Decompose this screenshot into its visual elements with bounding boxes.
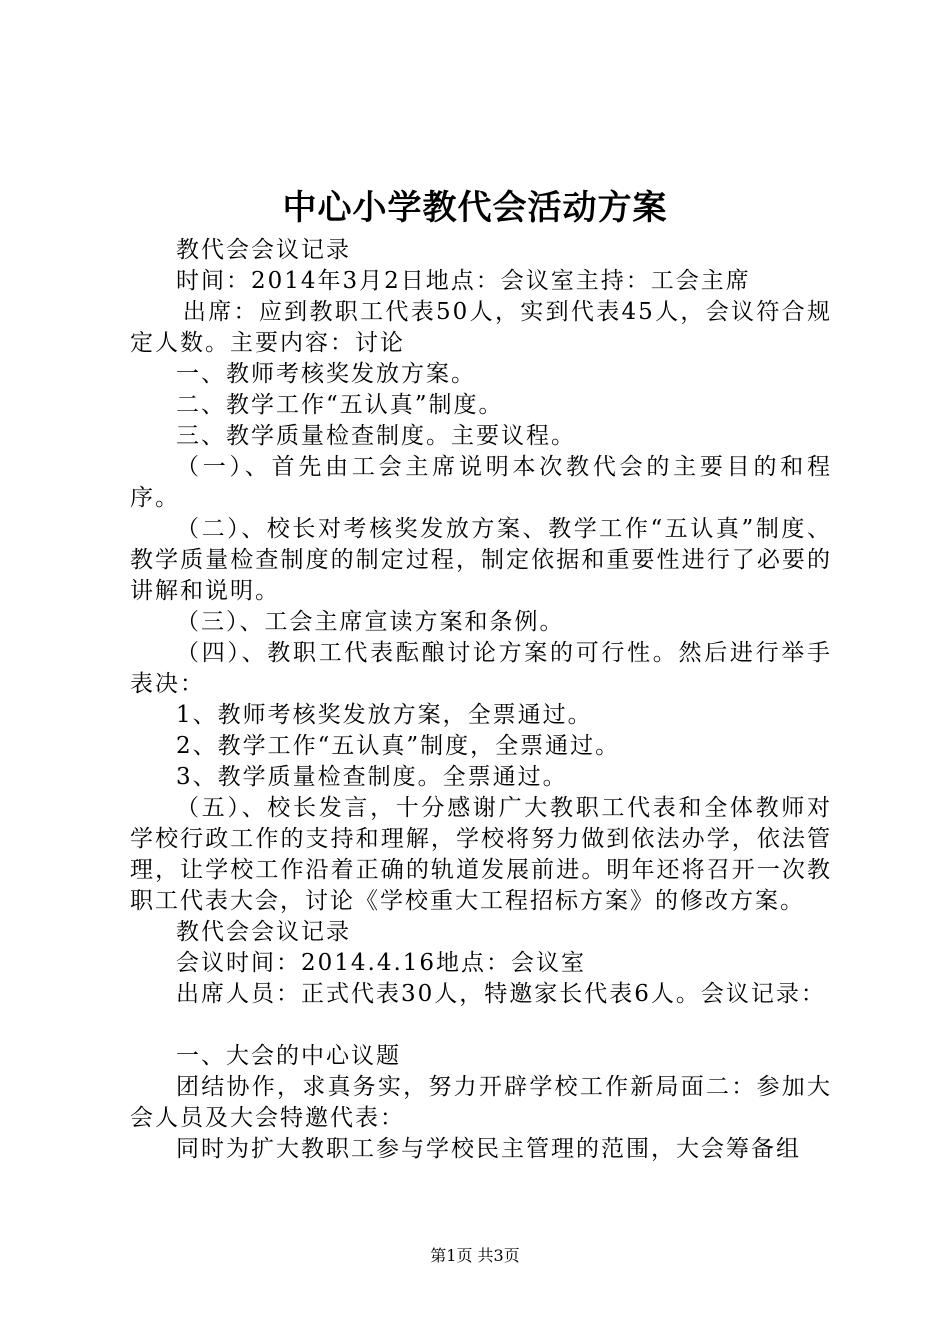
page-footer: 第1页 共3页 — [430, 1246, 520, 1265]
paragraph: 三、教学质量检查制度。主要议程。 — [176, 423, 576, 449]
document-body — [130, 235, 832, 1165]
paragraph: （五）、校长发言，十分感谢广大教职工代表和全体教师对学校行政工作的支持和理解，学校将努力做到依法办学，依法管理，让学校工作沿着正确的轨道发展前进。明年还将召开一次教职工代表大会，讨论《学校重大工程招标方案》的修改方案。 — [130, 795, 832, 914]
paragraph: （一）、首先由工会主席说明本次教代会的主要目的和程序。 — [130, 454, 832, 511]
paragraph: 同时为扩大教职工参与学校民主管理的范围，大会筹备组 — [176, 1136, 801, 1162]
paragraph: 一、大会的中心议题 — [176, 1043, 401, 1069]
paragraph: 时间：2014年3月2日地点：会议室主持：工会主席 — [176, 268, 751, 294]
document-title: 中心小学教代会活动方案 — [282, 188, 668, 228]
paragraph: 2、教学工作“五认真”制度，全票通过。 — [176, 733, 621, 759]
blank-line — [130, 1010, 832, 1041]
paragraph: 教代会会议记录 — [176, 919, 351, 945]
paragraph: （四）、教职工代表酝酿讨论方案的可行性。然后进行举手表决： — [130, 640, 832, 697]
paragraph: 会议时间：2014.4.16地点：会议室 — [176, 950, 587, 976]
paragraph: 3、教学质量检查制度。全票通过。 — [176, 764, 568, 790]
paragraph: 二、教学工作“五认真”制度。 — [176, 392, 504, 418]
paragraph: 出席：应到教职工代表50人，实到代表45人，会议符合规定人数。主要内容：讨论 — [130, 299, 832, 356]
paragraph: 教代会会议记录 — [176, 237, 351, 263]
paragraph: 1、教师考核奖发放方案，全票通过。 — [176, 702, 593, 728]
paragraph: 一、教师考核奖发放方案。 — [176, 361, 476, 387]
paragraph: 出席人员：正式代表30人，特邀家长代表6人。会议记录： — [176, 981, 826, 1007]
paragraph: 团结协作，求真务实，努力开辟学校工作新局面二：参加大会人员及大会特邀代表： — [130, 1074, 832, 1131]
paragraph: （二）、校长对考核奖发放方案、教学工作“五认真”制度、教学质量检查制度的制定过程，制定依据和重要性进行了必要的讲解和说明。 — [130, 516, 832, 604]
paragraph: （三）、工会主席宣读方案和条例。 — [176, 609, 565, 635]
